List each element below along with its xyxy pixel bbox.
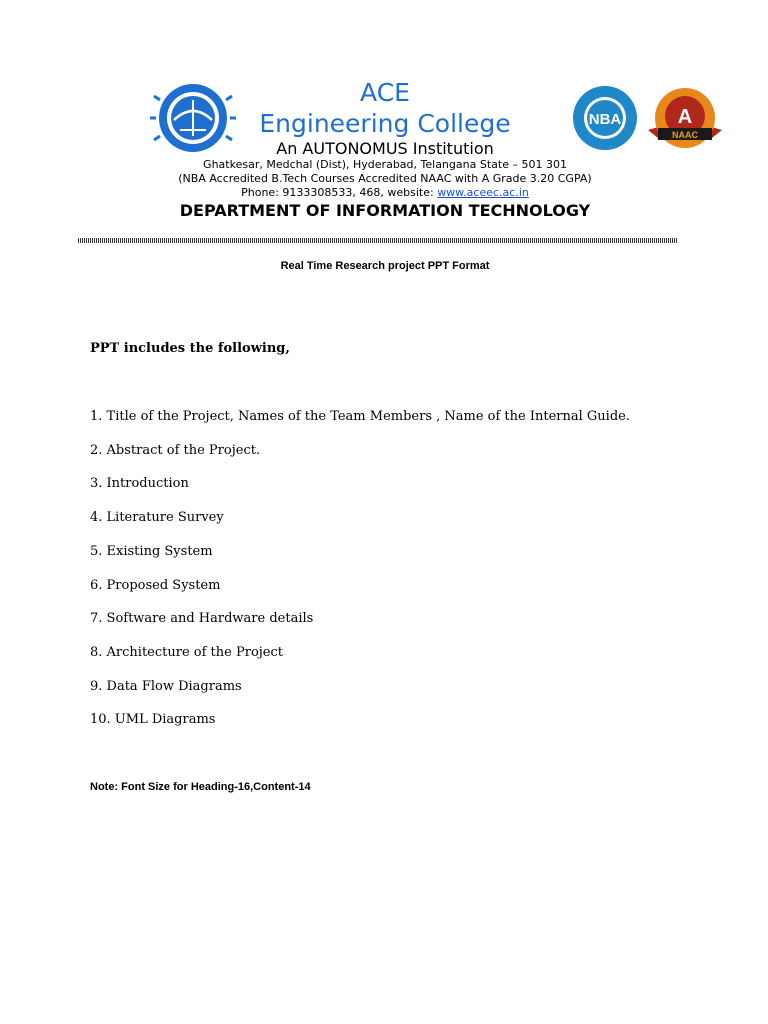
list-item: 2. Abstract of the Project. bbox=[90, 443, 261, 458]
college-short-name: ACE bbox=[360, 78, 410, 107]
list-item: 6. Proposed System bbox=[90, 578, 221, 593]
font-size-note: Note: Font Size for Heading-16,Content-14 bbox=[90, 781, 311, 793]
naac-grade-text: A bbox=[677, 106, 693, 128]
accreditation-line: (NBA Accredited B.Tech Courses Accredited NAAC with A Grade 3.20 CGPA) bbox=[178, 172, 592, 185]
intro-heading: PPT includes the following, bbox=[90, 341, 290, 356]
header-divider bbox=[78, 238, 678, 243]
list-item: 3. Introduction bbox=[90, 476, 189, 491]
college-name: Engineering College bbox=[259, 109, 511, 138]
phone-text: Phone: 9133308533, 468, website: bbox=[241, 186, 438, 199]
department-title: DEPARTMENT OF INFORMATION TECHNOLOGY bbox=[179, 201, 591, 220]
list-item: 8. Architecture of the Project bbox=[90, 645, 283, 660]
list-item: 5. Existing System bbox=[90, 544, 213, 559]
nba-badge-text: NBA bbox=[588, 111, 622, 128]
college-address: Ghatkesar, Medchal (Dist), Hyderabad, Telangana State – 501 301 bbox=[203, 158, 567, 171]
naac-label-text: NAAC bbox=[672, 130, 698, 140]
naac-grade-a-icon bbox=[644, 86, 726, 154]
list-item: 4. Literature Survey bbox=[90, 510, 224, 525]
website-link[interactable]: www.aceec.ac.in bbox=[437, 186, 529, 199]
list-item: 10. UML Diagrams bbox=[90, 712, 216, 727]
list-item: 9. Data Flow Diagrams bbox=[90, 679, 242, 694]
nba-accreditation-icon bbox=[571, 84, 639, 152]
contact-line bbox=[150, 186, 620, 200]
document-title: Real Time Research project PPT Format bbox=[280, 260, 490, 272]
list-item: 7. Software and Hardware details bbox=[90, 611, 314, 626]
list-item: 1. Title of the Project, Names of the Team Members , Name of the Internal Guide. bbox=[90, 409, 630, 424]
institution-status: An AUTONOMUS Institution bbox=[276, 139, 494, 158]
